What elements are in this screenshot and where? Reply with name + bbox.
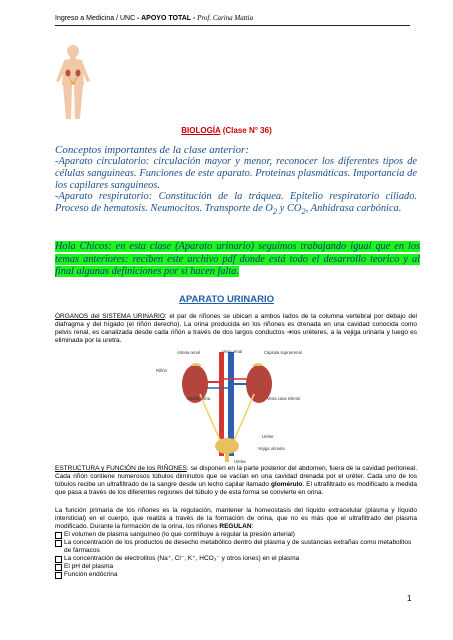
header-course: Ingreso a Medicina / UNC bbox=[55, 15, 136, 22]
concepts-circulatory: -Aparato circulatorio: circulación mayor y menor, reconocer los diferentes tipos de células sanguineas. Funciones de este aparato. Proteinas plasmáticas. Importancia de los capilares sanguineos. bbox=[55, 156, 417, 191]
organs-paragraph bbox=[55, 313, 417, 345]
co2-subscript: 2 bbox=[301, 206, 306, 217]
list-item-text: El pH del plasma bbox=[64, 563, 114, 570]
structure-label: ESTRUCTURA y FUNCIÓN de los RIÑONES bbox=[55, 465, 187, 472]
list-item bbox=[55, 531, 417, 539]
page-title bbox=[0, 126, 453, 135]
structure-bold: glomérulo bbox=[270, 481, 303, 488]
arrow-icon: ➔ bbox=[286, 329, 293, 336]
highlighted-note-text: Hola Chicos: en esta clase (Aparato urinario) seguimos trabajando igual que en los temas anteriores: reciben este archivo pdf donde está todo el desarrollo teorico y al final algunas definiciones por si hacen falta. bbox=[55, 241, 420, 278]
label-vejiga: Vejiga urinaria bbox=[258, 446, 285, 451]
function-text-b: : bbox=[251, 523, 254, 530]
checkbox-icon bbox=[55, 532, 62, 539]
header-author: Prof. Carina Mattia bbox=[197, 14, 254, 22]
structure-text-a: : se disponen en la parte posterior del abdomen, fuera de la cavidad peritoneal. Cada riñón contiene numerosos túbulos diminutos que se vacían en una cavidad drenada por el uréter. Cada uno de los túbulos recibe un ultrafiltrado de la sangre desde un lecho capilar llamado bbox=[55, 465, 418, 488]
o2-subscript: 2 bbox=[272, 206, 278, 217]
function-bold: REGULAN bbox=[219, 523, 252, 530]
label-capsula: Cápsula suprarrenal bbox=[264, 350, 302, 355]
list-item-text: El volumen de plasma sanguíneo (lo que contribuye a regular la presión arterial) bbox=[64, 531, 295, 538]
label-arteria-aorta: Arteria aorta bbox=[187, 396, 211, 401]
checkbox-icon bbox=[55, 540, 62, 547]
section-title: APARATO URINARIO bbox=[179, 294, 274, 305]
respiratory-text-b: y CO bbox=[277, 203, 302, 215]
list-item bbox=[55, 571, 417, 579]
page-header bbox=[55, 14, 410, 22]
title-subject: BIOLOGÍA bbox=[181, 126, 221, 135]
page-number: 1 bbox=[407, 594, 412, 603]
regulation-list bbox=[55, 531, 417, 579]
list-item-text: La concentración de los productos de desecho metabólico dentro del plasma y de sustancias extrañas como metabolitos de fármacos bbox=[64, 539, 412, 554]
label-vena-cava: Vena cava inferior bbox=[267, 396, 301, 401]
header-brand: APOYO TOTAL bbox=[141, 15, 191, 22]
header-divider bbox=[55, 25, 410, 26]
checkbox-icon bbox=[55, 564, 62, 571]
function-paragraph bbox=[55, 507, 417, 531]
list-item bbox=[55, 563, 417, 571]
concepts-heading: Conceptos importantes de la clase anterior: bbox=[55, 144, 250, 156]
checkbox-icon bbox=[55, 572, 62, 579]
list-item-text: La concentración de electrolitos (Na⁺, Cl⁻, K⁺, HCO₃⁻ y otros iones) en el plasma bbox=[64, 555, 300, 562]
list-item bbox=[55, 555, 417, 563]
human-body-figure bbox=[52, 43, 94, 121]
organs-text-2: los uréteres, a la vejiga urinaria y luego es eliminada por la uretra. bbox=[55, 329, 418, 344]
label-arteria-renal: Arteria renal bbox=[177, 350, 200, 355]
list-item-text: Función endócrina bbox=[64, 571, 118, 578]
structure-paragraph bbox=[55, 465, 417, 497]
list-item bbox=[55, 539, 417, 555]
structure-text-b: . El ultrafiltrado es modificado a medida que pasa a través de los diferentes regiones del túbulo y de esta forma se convierte en orina. bbox=[55, 481, 417, 496]
concepts-respiratory bbox=[55, 191, 417, 218]
label-rinon: Riñón bbox=[156, 368, 167, 373]
respiratory-text-c: , Anhidrasa carbónica. bbox=[305, 203, 402, 215]
organs-text: : el par de riñones se ubican a ambos lados de la columna vertebral por debajo del diafragma y del hígado (el riñón derecho). La orina producida en los riñones es drenada en una cavidad conocida como pelvis renal, es canalizada desde cada riñón a través de dos largos conductos bbox=[55, 313, 417, 336]
respiratory-text-a: -Aparato respiratorio: Constitución de la tráquea. Epitelio respiratorio ciliado. Proceso de hematosis. Neumocitos. Transporte de O bbox=[55, 191, 417, 215]
label-ureter: Uréter bbox=[262, 434, 274, 439]
concepts-body bbox=[55, 156, 417, 218]
function-text-a: La función primaria de los riñones es la regulación, mantener la homeostasis del líquido extracelular (plasma y líquido intersticial) en el cuerpo, que realiza a través de la formación de orina, que no es más que el ultrafiltrado del plasma modificado. Durante la formación de la orina, los riñones bbox=[55, 507, 417, 530]
header-sep: - bbox=[135, 15, 142, 22]
header-sep2: - bbox=[190, 15, 198, 22]
label-vena-renal: Vena renal bbox=[222, 349, 243, 354]
highlighted-note bbox=[55, 241, 420, 279]
organs-label: ÓRGANOS del SISTEMA URINARIO bbox=[55, 313, 165, 320]
title-class: (Clase N° 36) bbox=[220, 126, 272, 135]
checkbox-icon bbox=[55, 556, 62, 563]
urinary-system-diagram bbox=[152, 348, 302, 466]
label-uretra: Uretra bbox=[234, 459, 246, 464]
